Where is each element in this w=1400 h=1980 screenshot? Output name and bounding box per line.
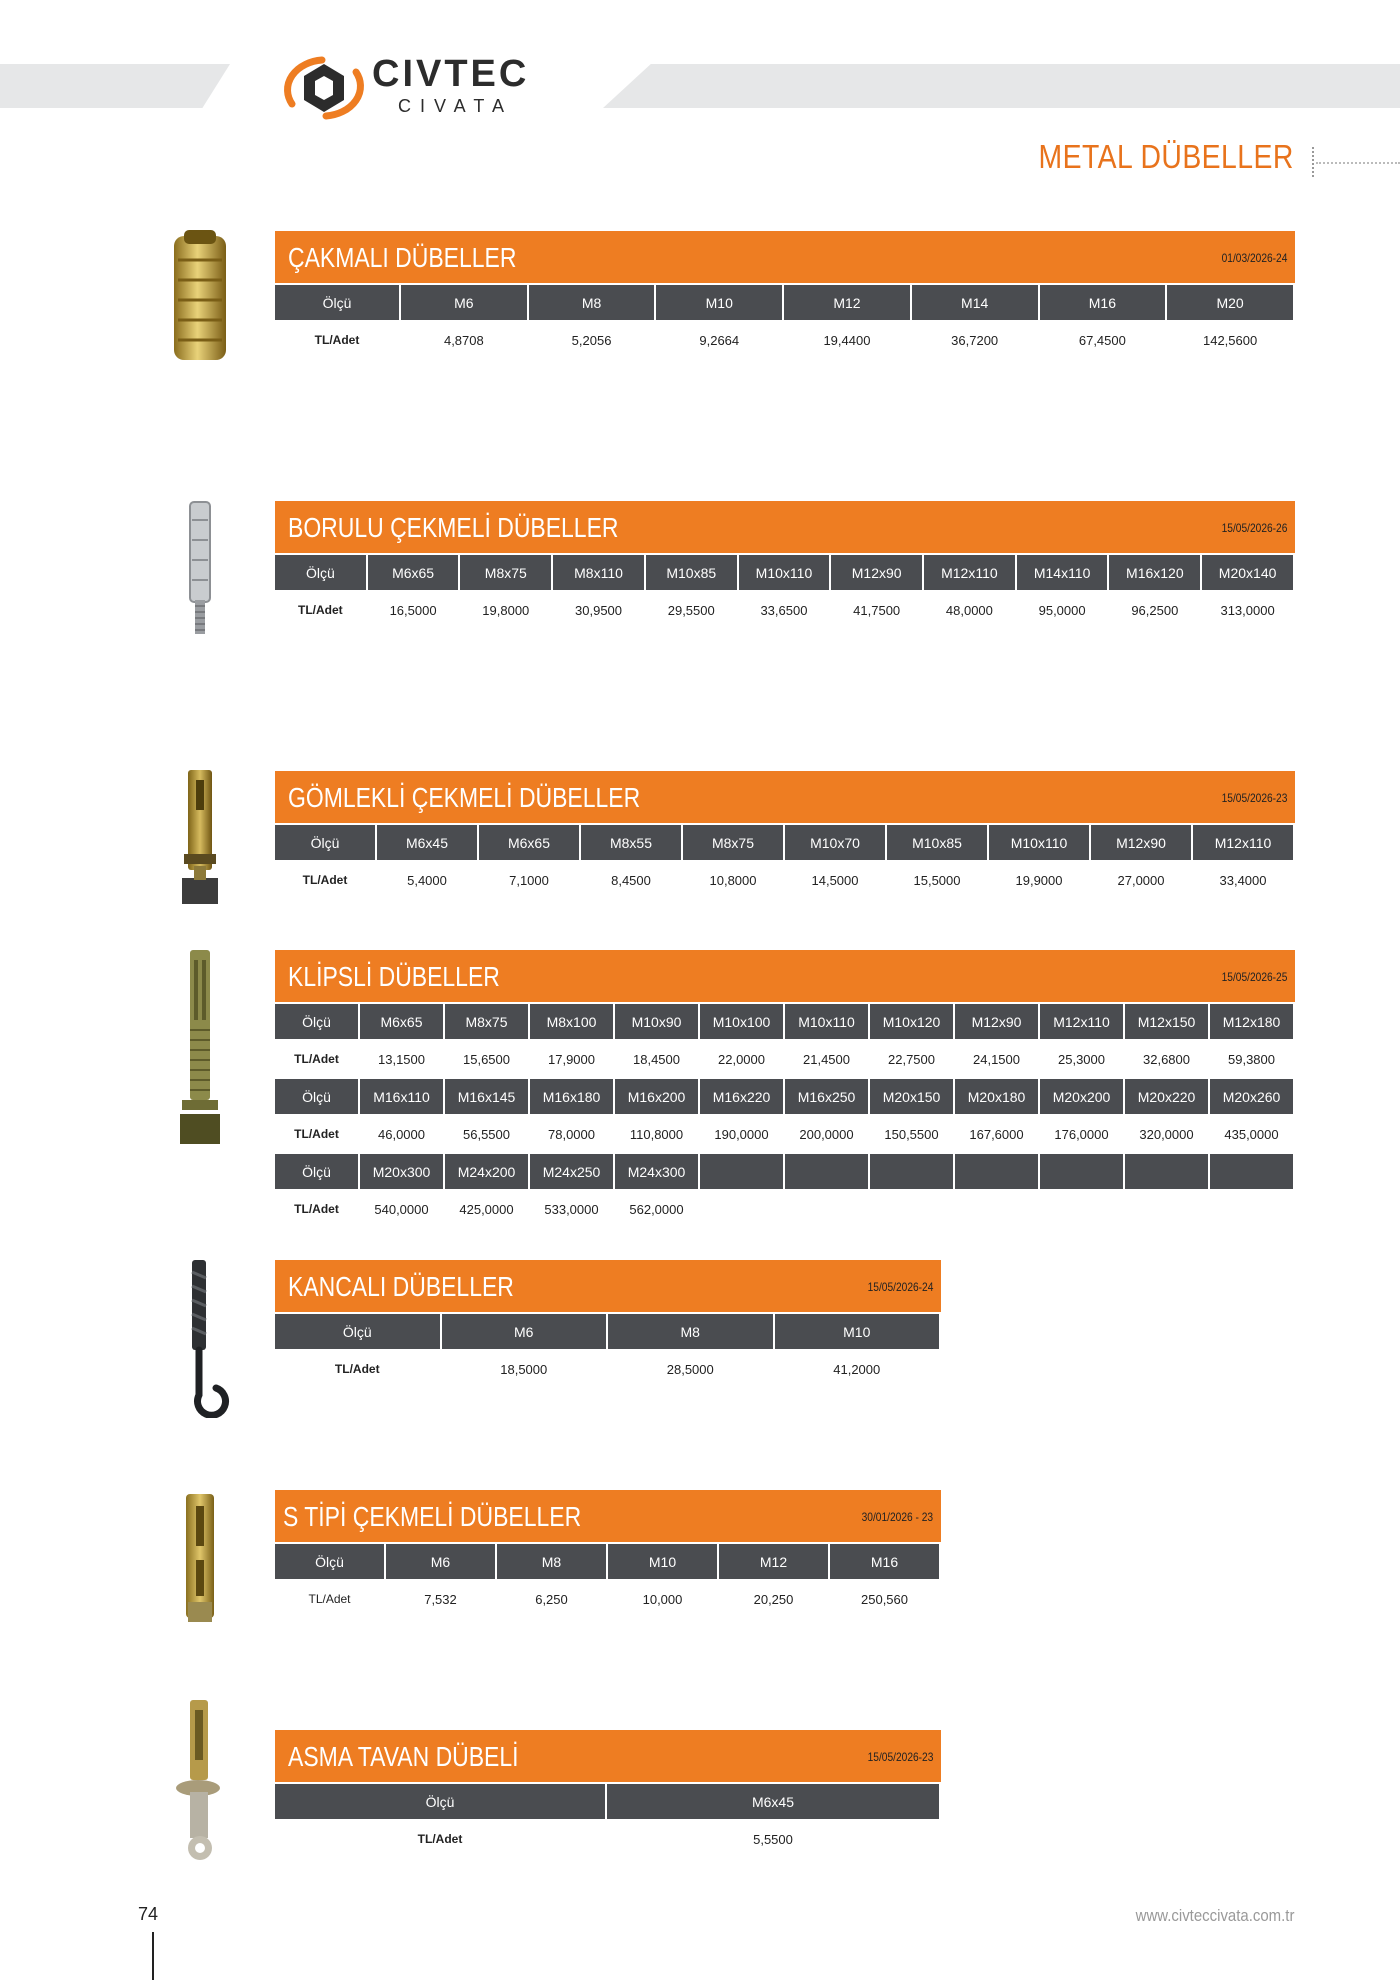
section-header [275,501,1295,553]
size-cell: M14x110 [1017,555,1108,590]
size-cell: M12x110 [1040,1004,1123,1039]
size-cell: M12x150 [1125,1004,1208,1039]
section-header [275,231,1295,283]
size-cell: M12x90 [1091,825,1191,860]
empty-cell [785,1191,868,1227]
price-cell: 21,4500 [803,1051,850,1067]
size-cell: M24x300 [615,1154,698,1189]
size-cell: M20x260 [1210,1079,1293,1114]
price-cell: 150,5500 [884,1126,939,1142]
price-cell: 10,8000 [709,872,757,888]
row-label: Ölçü [275,1154,358,1189]
size-cell: M24x250 [530,1154,613,1189]
size-cell: M8x55 [581,825,681,860]
size-cell: M6x65 [479,825,579,860]
price-cell: 27,0000 [1117,872,1165,888]
section-title: KLİPSLİ DÜBELLER [288,961,500,992]
price-cell: 67,4500 [1078,332,1126,348]
price-cell: 313,0000 [1220,602,1275,618]
price-cell: 6,250 [535,1591,568,1607]
price-cell: 48,0000 [945,602,993,618]
page-title: METAL DÜBELLER [1038,138,1294,175]
price-cell: 18,4500 [633,1051,680,1067]
size-cell: M6 [386,1544,495,1579]
price-cell: 16,5000 [389,602,437,618]
size-cell: M12x90 [831,555,922,590]
size-cell: M20x200 [1040,1079,1123,1114]
size-cell: M12x180 [1210,1004,1293,1039]
size-cell: M20 [1167,285,1293,320]
row-label: TL/Adet [294,1052,339,1066]
price-cell: 19,9000 [1015,872,1063,888]
price-cell: 33,6500 [760,602,808,618]
borulu-dubel-image [160,500,240,636]
empty-cell [1125,1191,1208,1227]
size-cell: M14 [912,285,1038,320]
row-label: TL/Adet [302,873,348,887]
section-title: KANCALI DÜBELLER [288,1271,514,1302]
price-cell: 8,4500 [611,872,651,888]
price-table [273,1782,941,1859]
price-cell: 46,0000 [378,1126,425,1142]
price-cell: 7,1000 [509,872,549,888]
klipsli-dubel-image [160,950,240,1146]
price-cell: 7,532 [424,1591,457,1607]
price-cell: 5,5500 [753,1831,793,1847]
price-cell: 540,0000 [374,1201,429,1217]
size-cell: M12x110 [924,555,1015,590]
price-cell: 95,0000 [1038,602,1086,618]
section-header [275,1730,941,1782]
section-title: BORULU ÇEKMELİ DÜBELLER [288,512,619,543]
row-label: Ölçü [275,1784,605,1819]
empty-cell [1040,1191,1123,1227]
empty-cell [870,1191,953,1227]
price-cell: 110,8000 [629,1126,684,1142]
price-cell: 32,6800 [1143,1051,1190,1067]
size-cell: M16x110 [360,1079,443,1114]
size-cell: M16x180 [530,1079,613,1114]
row-label: TL/Adet [294,1127,339,1141]
website-link[interactable]: www.civteccivata.com.tr [1135,1906,1294,1925]
size-cell: M16x200 [615,1079,698,1114]
price-cell: 142,5600 [1202,332,1258,348]
row-label: TL/Adet [314,333,360,347]
price-table [273,823,1295,900]
size-cell: M20x150 [870,1079,953,1114]
price-cell: 14,5000 [811,872,859,888]
size-cell: M20x180 [955,1079,1038,1114]
row-label: Ölçü [275,1314,440,1349]
price-cell: 15,5000 [913,872,961,888]
size-cell: M8x75 [460,555,551,590]
section-header [275,1260,941,1312]
price-cell: 19,8000 [482,602,530,618]
price-cell: 10,000 [642,1591,683,1607]
section-header [275,1490,941,1542]
size-cell: M10x85 [887,825,987,860]
size-cell: M6x65 [360,1004,443,1039]
section-klipsli [275,950,1295,1229]
size-cell: M10x100 [700,1004,783,1039]
size-cell: M8x75 [445,1004,528,1039]
size-cell: M10x110 [989,825,1089,860]
empty-cell [1210,1191,1293,1227]
price-cell: 56,5500 [463,1126,510,1142]
price-cell: 78,0000 [548,1126,595,1142]
price-cell: 425,0000 [459,1201,514,1217]
price-cell: 176,0000 [1054,1126,1109,1142]
empty-cell [870,1154,953,1189]
price-cell: 4,8708 [443,332,484,348]
price-cell: 435,0000 [1224,1126,1279,1142]
price-cell: 20,250 [753,1591,794,1607]
price-cell: 36,7200 [951,332,999,348]
empty-cell [785,1154,868,1189]
section-title: S TİPİ ÇEKMELİ DÜBELLER [283,1501,582,1532]
price-cell: 562,0000 [629,1201,684,1217]
price-cell: 15,6500 [463,1051,510,1067]
size-cell: M20x220 [1125,1079,1208,1114]
row-label: Ölçü [275,1079,358,1114]
price-cell: 22,0000 [718,1051,765,1067]
brand-sub: CIVATA [398,96,514,116]
row-label: TL/Adet [417,1832,463,1846]
size-cell: M12 [784,285,910,320]
title-divider-dotted [1316,162,1400,164]
size-cell: M6x45 [607,1784,939,1819]
price-cell: 22,7500 [888,1051,935,1067]
empty-cell [955,1191,1038,1227]
section-code: 15/05/2026-25 [1221,970,1287,984]
section-title: GÖMLEKLİ ÇEKMELİ DÜBELLER [288,782,641,813]
size-cell: M10x85 [646,555,737,590]
section-s-tipi [275,1490,941,1619]
price-cell: 18,5000 [500,1361,548,1377]
section-asma-tavan [275,1730,941,1859]
size-cell: M16x250 [785,1079,868,1114]
size-cell: M8x100 [530,1004,613,1039]
size-cell: M12x90 [955,1004,1038,1039]
section-code: 15/05/2026-23 [867,1750,933,1764]
price-table [273,1542,941,1619]
row-label: Ölçü [275,1544,384,1579]
price-cell: 59,3800 [1228,1051,1275,1067]
size-cell: M10x90 [615,1004,698,1039]
row-label: Ölçü [275,555,366,590]
price-cell: 320,0000 [1139,1126,1194,1142]
price-cell: 5,2056 [571,332,612,348]
section-gomlekli [275,771,1295,900]
price-cell: 190,0000 [714,1126,769,1142]
asma-tavan-dubel-image [160,1700,240,1862]
size-cell: M12 [719,1544,828,1579]
row-label: Ölçü [275,1004,358,1039]
logo-hex-icon [282,52,366,124]
size-cell: M10x70 [785,825,885,860]
size-cell: M6x65 [368,555,459,590]
price-cell: 13,1500 [378,1051,425,1067]
row-label: TL/Adet [308,1592,351,1606]
row-label: Ölçü [275,825,375,860]
section-header [275,950,1295,1002]
size-cell: M10x110 [739,555,830,590]
empty-cell [700,1154,783,1189]
price-cell: 25,3000 [1058,1051,1105,1067]
price-cell: 28,5000 [666,1361,714,1377]
cakmali-dubel-image [160,230,240,365]
header-band-right [603,64,1400,108]
size-cell: M6 [401,285,527,320]
section-code: 15/05/2026-26 [1221,521,1287,535]
size-cell: M10x120 [870,1004,953,1039]
price-cell: 250,560 [861,1591,908,1607]
page-number-rule [152,1932,154,1980]
price-cell: 30,9500 [575,602,623,618]
size-cell: M20x300 [360,1154,443,1189]
size-cell: M16 [830,1544,939,1579]
price-cell: 200,0000 [799,1126,854,1142]
section-header [275,771,1295,823]
price-cell: 533,0000 [544,1201,599,1217]
size-cell: M20x140 [1202,555,1293,590]
size-cell: M16x145 [445,1079,528,1114]
size-cell: M10 [775,1314,940,1349]
section-borulu [275,501,1295,630]
size-cell: M12x110 [1193,825,1293,860]
size-cell: M16x120 [1109,555,1200,590]
empty-cell [1040,1154,1123,1189]
size-cell: M24x200 [445,1154,528,1189]
size-cell: M6 [442,1314,607,1349]
section-code: 15/05/2026-23 [1221,791,1287,805]
empty-cell [700,1191,783,1227]
price-table [273,553,1295,630]
brand-name: CIVTEC [372,53,530,95]
s-tipi-dubel-image [160,1494,240,1624]
row-label: Ölçü [275,285,399,320]
size-cell: M10 [656,285,782,320]
section-title: ÇAKMALI DÜBELLER [288,242,517,273]
row-label: TL/Adet [294,1202,339,1216]
price-table [273,283,1295,360]
price-cell: 17,9000 [548,1051,595,1067]
price-cell: 167,6000 [969,1126,1024,1142]
price-cell: 96,2500 [1131,602,1179,618]
price-table [273,1312,941,1389]
price-cell: 5,4000 [407,872,447,888]
header-band-left [0,64,230,108]
price-cell: 9,2664 [699,332,740,348]
size-cell: M8x110 [553,555,644,590]
size-cell: M10 [608,1544,717,1579]
row-label: TL/Adet [334,1362,380,1376]
price-cell: 19,4400 [823,332,871,348]
section-code: 30/01/2026 - 23 [861,1510,933,1524]
size-cell: M16x220 [700,1079,783,1114]
size-cell: M8x75 [683,825,783,860]
size-cell: M16 [1040,285,1166,320]
size-cell: M8 [608,1314,773,1349]
section-code: 01/03/2026-24 [1221,251,1287,265]
size-cell: M10x110 [785,1004,868,1039]
section-cakmali [275,231,1295,360]
row-label: TL/Adet [298,603,343,617]
size-cell: M6x45 [377,825,477,860]
gomlekli-dubel-image [160,770,240,904]
size-cell: M8 [497,1544,606,1579]
size-cell: M8 [529,285,655,320]
kancali-dubel-image [160,1260,240,1418]
price-cell: 24,1500 [973,1051,1020,1067]
section-title: ASMA TAVAN DÜBELİ [288,1741,519,1772]
page-number: 74 [138,1904,159,1924]
empty-cell [1210,1154,1293,1189]
empty-cell [955,1154,1038,1189]
price-cell: 33,4000 [1219,872,1267,888]
empty-cell [1125,1154,1208,1189]
price-cell: 41,2000 [833,1361,881,1377]
section-code: 15/05/2026-24 [867,1280,933,1294]
price-cell: 41,7500 [853,602,901,618]
price-table [273,1002,1295,1229]
brand-logo [282,52,562,122]
section-kancali [275,1260,941,1389]
price-cell: 29,5500 [667,602,715,618]
